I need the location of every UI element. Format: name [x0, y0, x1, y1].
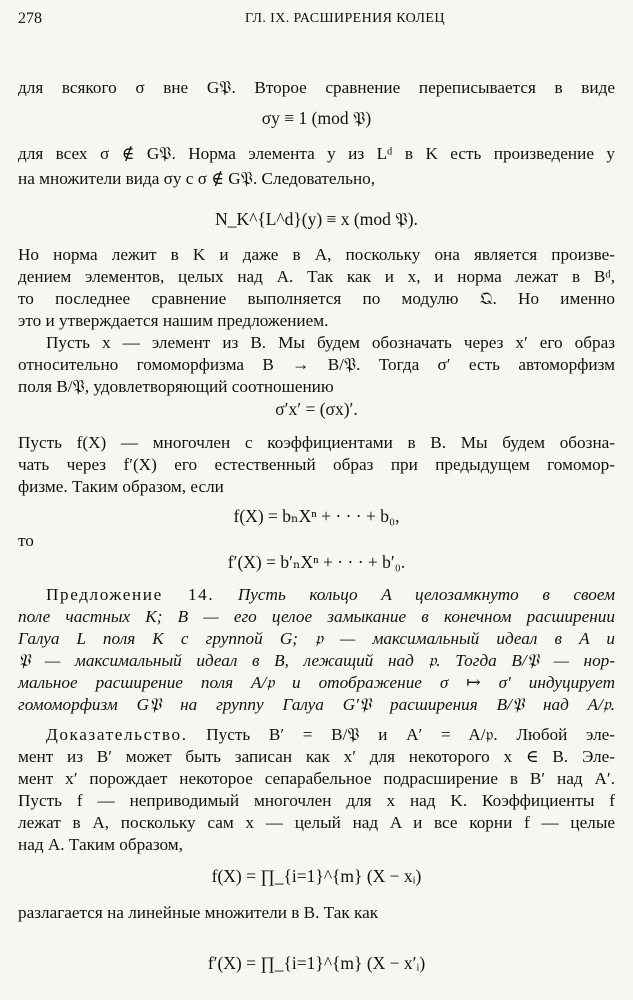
proposition-line [46, 584, 615, 606]
text-line: для всех σ ∉ G𝔓. Норма элемента y из Lᵈ в K есть произведение y [18, 144, 615, 163]
proof-line [46, 724, 615, 746]
formula: f′(X) = ∏_{i=1}^{m} (X − x′ᵢ) [207, 953, 426, 973]
text-line: разлагается на линейные множители в B. Так как [18, 903, 379, 922]
text-line: над A. Таким образом, [18, 835, 183, 854]
proposition-text: поле частных K; B — его целое замыкание в конечном расширении [18, 607, 615, 626]
proposition-label: Предложение 14. [46, 585, 215, 604]
text-line: чать через f′(X) его естественный образ при предыдущем гомомор- [18, 455, 615, 474]
text-line: Пусть f(X) — многочлен с коэффициентами в B. Мы будем обозна- [18, 433, 615, 452]
proof-text: Пусть B′ = B/𝔓 и A′ = A/𝔭. Любой эле- [206, 725, 616, 744]
text-line: поля B/𝔓, удовлетворяющий соотношению [18, 377, 334, 396]
formula: f(X) = bₙXⁿ + · · · + b₀, [233, 506, 400, 526]
text-line: физме. Таким образом, если [18, 477, 224, 496]
text-line: Пусть f — неприводимый многочлен для x над K. Коэффициенты f [18, 791, 615, 810]
page-header [18, 10, 615, 34]
text-line: дением элементов, целых над A. Так как и x, и норма лежат в Bᵈ, [18, 267, 615, 286]
text-line: относительно гомоморфизма B → B/𝔓. Тогда σ′ есть автоморфизм [18, 355, 615, 374]
text-line: мент из B′ может быть записан как x′ для некоторого x ∈ B. Эле- [18, 747, 615, 766]
page-number: 278 [18, 10, 42, 27]
proposition-text: мальное расширение поля A/𝔭 и отображение σ ↦ σ′ индуцирует [18, 673, 615, 692]
text-line: Пусть x — элемент из B. Мы будем обозначать через x′ его образ [46, 333, 615, 352]
text-line: на множители вида σy с σ ∉ G𝔓. Следовательно, [18, 169, 376, 188]
proposition-text: 𝔓 — максимальный идеал в B, лежащий над 𝔭. Тогда B/𝔓 — нор- [18, 651, 615, 670]
formula: N_K^{L^d}(y) ≡ x (mod 𝔓). [215, 209, 418, 229]
formula: σ′x′ = (σx)′. [275, 399, 358, 419]
proposition-text: гомоморфизм G𝔓 на группу Галуа G′𝔓 расширения B/𝔓 над A/𝔭. [18, 695, 615, 714]
text-line: для всякого σ вне G𝔓. Второе сравнение переписывается в виде [18, 78, 615, 97]
proposition-text: Пусть кольцо A целозамкнуто в своем [237, 585, 616, 604]
running-title: ГЛ. IX. РАСШИРЕНИЯ КОЛЕЦ [245, 11, 445, 26]
formula: σy ≡ 1 (mod 𝔓) [261, 108, 372, 128]
text-line: мент x′ порождает некоторое сепарабельное подрасширение в B′ над A′. [18, 769, 615, 788]
text-line: то [18, 531, 34, 550]
formula: f′(X) = b′ₙXⁿ + · · · + b′₀. [227, 552, 406, 572]
formula: f(X) = ∏_{i=1}^{m} (X − xᵢ) [211, 866, 422, 886]
text-line: это и утверждается нашим предложением. [18, 311, 329, 330]
text-line: то последнее сравнение выполняется по модулю 𝔔. Но именно [18, 289, 615, 308]
proof-label: Доказательство. [46, 725, 188, 744]
text-line: лежат в A, поскольку сам x — целый над A и все корни f — целые [18, 813, 615, 832]
text-line: Но норма лежит в K и даже в A, поскольку она является произве- [18, 245, 615, 264]
proposition-text: Галуа L поля K с группой G; 𝔭 — максимальный идеал в A и [18, 629, 615, 648]
